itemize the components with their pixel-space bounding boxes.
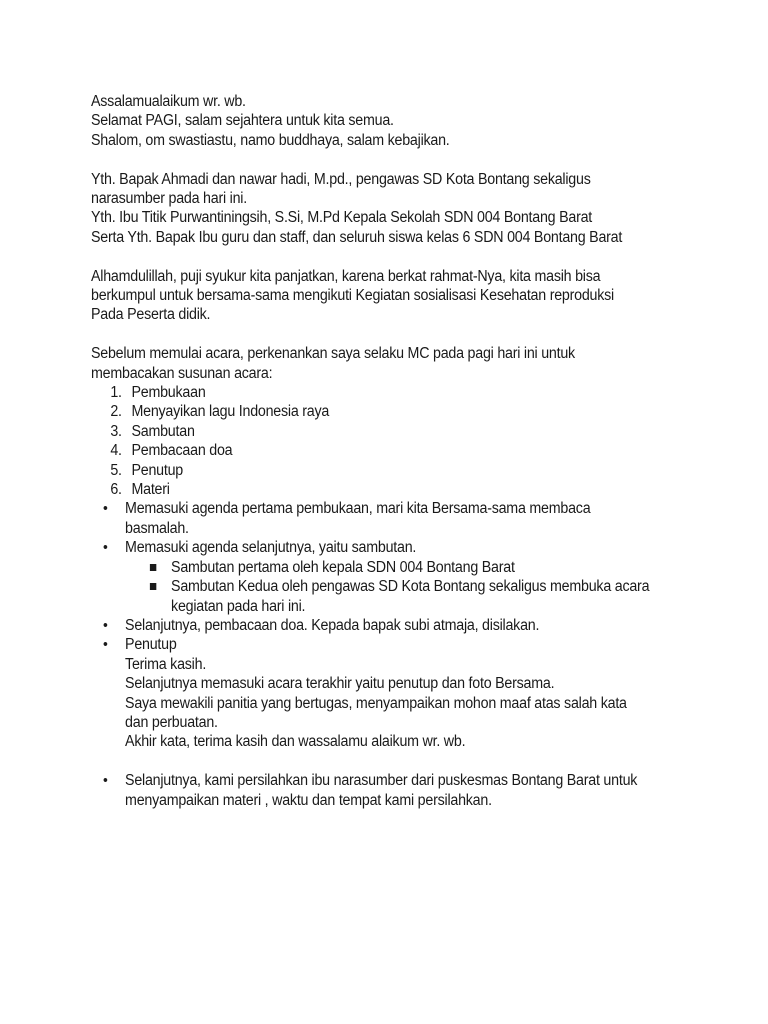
bullet-list <box>91 499 691 809</box>
agenda-list <box>91 383 691 499</box>
bullet-text: Penutup <box>125 636 177 654</box>
paragraph-gap <box>91 247 691 266</box>
address-line: Yth. Bapak Ahmadi dan nawar hadi, M.pd., pengawas SD Kota Bontang sekaligus <box>91 170 591 188</box>
agenda-item <box>91 383 691 402</box>
sub-bullet-text: Sambutan pertama oleh kepala SDN 004 Bontang Barat <box>171 558 515 576</box>
gratitude-paragraph <box>91 267 691 325</box>
bullet-item-opening <box>91 499 691 538</box>
address-line: Yth. Ibu Titik Purwantiningsih, S.Si, M.Pd Kepala Sekolah SDN 004 Bontang Barat <box>91 209 593 227</box>
greeting-paragraph <box>91 92 691 150</box>
greeting-line: Assalamualaikum wr. wb. <box>91 93 246 110</box>
agenda-number: 6. <box>110 481 122 499</box>
bullet-text: basmalah. <box>125 519 189 537</box>
bullet-text: Memasuki agenda selanjutnya, yaitu sambutan. <box>125 539 417 557</box>
address-paragraph <box>91 170 691 248</box>
address-line: narasumber pada hari ini. <box>91 190 247 208</box>
document-page <box>91 92 691 810</box>
bullet-item-material <box>91 771 691 810</box>
gratitude-line: Alhamdulillah, puji syukur kita panjatkan, karena berkat rahmat-Nya, kita masih bisa <box>91 267 601 285</box>
agenda-number: 5. <box>110 461 122 479</box>
agenda-text: Pembacaan doa <box>131 442 233 460</box>
sub-bullet-item <box>91 558 691 577</box>
agenda-number: 4. <box>110 442 122 460</box>
agenda-item <box>91 402 691 421</box>
address-line: Serta Yth. Bapak Ibu guru dan staff, dan seluruh siswa kelas 6 SDN 004 Bontang Barat <box>91 228 623 246</box>
gratitude-line: Pada Peserta didik. <box>91 306 211 324</box>
intro-line: membacakan susunan acara: <box>91 364 273 382</box>
bullet-icon: • <box>102 636 108 654</box>
bullet-icon: • <box>102 772 108 790</box>
closing-text: dan perbuatan. <box>125 713 218 731</box>
agenda-item <box>91 441 691 460</box>
agenda-text: Penutup <box>131 461 183 479</box>
agenda-text: Pembukaan <box>131 384 206 402</box>
agenda-item <box>91 480 691 499</box>
intro-line: Sebelum memulai acara, perkenankan saya selaku MC pada pagi hari ini untuk <box>91 345 575 363</box>
closing-text: Terima kasih. <box>125 655 207 673</box>
agenda-item <box>91 422 691 441</box>
bullet-text: Selanjutnya, kami persilahkan ibu narasumber dari puskesmas Bontang Barat untuk <box>125 772 638 790</box>
bullet-item-welcome-speech <box>91 538 691 557</box>
square-bullet-icon <box>150 564 156 571</box>
agenda-number: 3. <box>110 422 122 440</box>
sub-bullet-text: kegiatan pada hari ini. <box>171 597 306 615</box>
bullet-item-closing <box>91 635 691 751</box>
bullet-icon: • <box>102 500 108 518</box>
paragraph-gap <box>91 752 691 771</box>
paragraph-gap <box>91 150 691 169</box>
agenda-text: Materi <box>131 481 170 499</box>
bullet-text: Selanjutnya, pembacaan doa. Kepada bapak subi atmaja, disilakan. <box>125 616 540 634</box>
greeting-line: Selamat PAGI, salam sejahtera untuk kita semua. <box>91 112 394 130</box>
agenda-text: Sambutan <box>131 422 195 440</box>
bullet-text: Memasuki agenda pertama pembukaan, mari kita Bersama-sama membaca <box>125 500 591 518</box>
sub-bullet-item <box>91 577 691 616</box>
bullet-text: menyampaikan materi , waktu dan tempat kami persilahkan. <box>125 791 492 809</box>
agenda-number: 1. <box>110 384 122 402</box>
gratitude-line: berkumpul untuk bersama-sama mengikuti Kegiatan sosialisasi Kesehatan reproduksi <box>91 287 614 305</box>
closing-text: Saya mewakili panitia yang bertugas, menyampaikan mohon maaf atas salah kata <box>125 694 627 712</box>
agenda-text: Menyayikan lagu Indonesia raya <box>131 403 330 421</box>
intro-paragraph <box>91 344 691 383</box>
sub-bullet-text: Sambutan Kedua oleh pengawas SD Kota Bontang sekaligus membuka acara <box>171 578 650 596</box>
closing-text: Selanjutnya memasuki acara terakhir yaitu penutup dan foto Bersama. <box>125 675 555 693</box>
closing-text: Akhir kata, terima kasih dan wassalamu alaikum wr. wb. <box>125 733 466 751</box>
paragraph-gap <box>91 325 691 344</box>
greeting-line: Shalom, om swastiastu, namo buddhaya, salam kebajikan. <box>91 131 450 149</box>
bullet-icon: • <box>102 616 108 634</box>
square-bullet-icon <box>150 583 156 590</box>
bullet-item-prayer <box>91 616 691 635</box>
bullet-icon: • <box>102 539 108 557</box>
agenda-item <box>91 461 691 480</box>
agenda-number: 2. <box>110 403 122 421</box>
